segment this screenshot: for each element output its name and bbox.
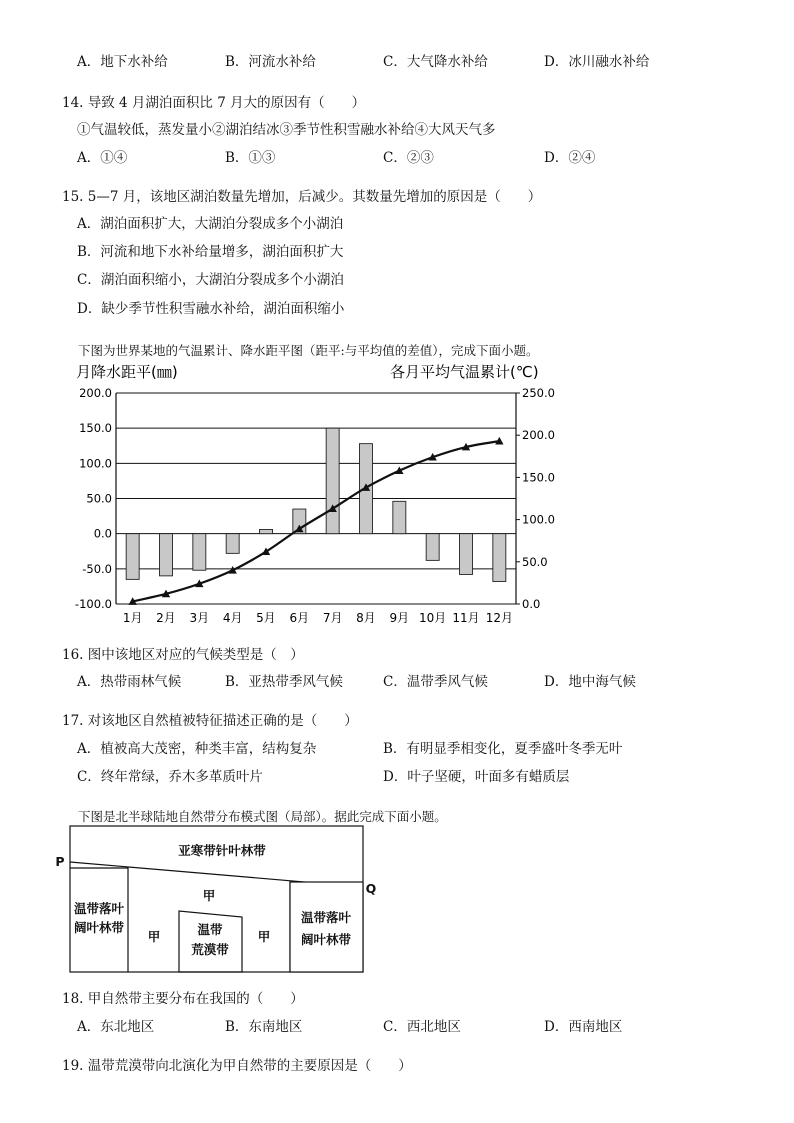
chart-left-tick: 0.0 [93, 526, 112, 541]
q19-stem: 19. 温带荒漠带向北演化为甲自然带的主要原因是（ ） [62, 1058, 412, 1074]
chart-right-tick: 50.0 [522, 554, 548, 569]
chart-x-label: 5月 [256, 611, 276, 625]
chart-bar [326, 428, 339, 533]
chart-bar [126, 534, 139, 580]
chart-right-tick: 100.0 [522, 512, 555, 527]
q13-option-b: B．河流水补给 [225, 54, 316, 70]
chart-left-tick: 200.0 [79, 386, 112, 400]
chart-left-tick: 50.0 [86, 491, 112, 506]
q18-option-c: C．西北地区 [383, 1019, 461, 1035]
q14-items: ①气温较低，蒸发量小②湖泊结冰③季节性积雪融水补给④大风天气多 [77, 122, 496, 138]
diagram-left-zone-line2: 阔叶林带 [73, 920, 125, 935]
q15-option-d: D．缺少季节性积雪融水补给，湖泊面积缩小 [77, 301, 345, 317]
q17-option-a: A．植被高大茂密，种类丰富，结构复杂 [77, 741, 317, 757]
chart-left-tick: -100.0 [74, 597, 112, 611]
q17-option-d: D．叶子坚硬，叶面多有蜡质层 [383, 769, 570, 785]
q14-option-b: B．①③ [225, 150, 276, 166]
chart-bar [393, 501, 406, 533]
chart-right-title: 各月平均气温累计(℃) [390, 363, 539, 381]
climate-chart [60, 358, 560, 630]
chart-right-tick: 150.0 [522, 470, 555, 485]
q17-option-c: C．终年常绿，乔木多革质叶片 [77, 769, 263, 785]
q15-stem: 15. 5—7 月，该地区湖泊数量先增加，后减少。其数量先增加的原因是（ ） [62, 189, 542, 205]
q13-option-d: D．冰川融水补给 [544, 54, 650, 70]
chart-bar [160, 534, 173, 576]
chart-x-label: 1月 [122, 611, 143, 625]
chart-x-label: 4月 [222, 611, 243, 625]
chart-x-label: 11月 [452, 611, 480, 625]
diagram-jia-right: 甲 [257, 929, 271, 944]
chart-right-tick: 200.0 [522, 428, 555, 443]
q18-option-a: A．东北地区 [77, 1019, 155, 1035]
chart-x-label: 7月 [322, 611, 343, 625]
diagram-desert-line1: 温带 [197, 922, 223, 937]
natural-zone-diagram [50, 825, 390, 977]
diagram-top-zone: 亚寒带针叶林带 [178, 843, 266, 858]
chart-x-label: 3月 [189, 611, 210, 625]
chart-x-label: 8月 [356, 611, 376, 625]
q18-stem: 18. 甲自然带主要分布在我国的（ ） [62, 991, 304, 1007]
climate-chart-svg [60, 358, 560, 630]
chart-x-label: 12月 [485, 611, 513, 625]
chart-intro: 下图为世界某地的气温累计、降水距平图（距平:与平均值的差值），完成下面小题。 [78, 343, 539, 358]
diagram-right-zone-box [290, 882, 363, 972]
q16-stem: 16. 图中该地区对应的气候类型是（ ） [62, 647, 304, 663]
chart-x-label: 10月 [419, 611, 447, 625]
q15-option-b: B．河流和地下水补给量增多，湖泊面积扩大 [77, 244, 344, 260]
q13-option-a: A．地下水补给 [77, 54, 168, 70]
diagram-right-zone-line2: 阔叶林带 [300, 932, 352, 947]
q16-option-b: B．亚热带季风气候 [225, 674, 343, 690]
q17-stem: 17. 对该地区自然植被特征描述正确的是（ ） [62, 713, 358, 729]
chart-x-label: 2月 [156, 611, 176, 625]
q16-option-c: C．温带季风气候 [383, 674, 488, 690]
q18-option-b: B．东南地区 [225, 1019, 303, 1035]
chart-bar [426, 534, 439, 561]
diagram-desert-line2: 荒漠带 [191, 942, 229, 957]
q17-option-b: B．有明显季相变化，夏季盛叶冬季无叶 [383, 741, 623, 757]
q14-stem: 14. 导致 4 月湖泊面积比 7 月大的原因有（ ） [62, 95, 366, 111]
chart-temperature-line [133, 441, 500, 601]
diagram-label-p: P [55, 854, 65, 869]
chart-left-title: 月降水距平(㎜) [76, 363, 178, 381]
chart-right-tick: 250.0 [522, 386, 555, 400]
chart-x-label: 9月 [389, 611, 410, 625]
chart-bar [226, 534, 239, 554]
chart-left-tick: 100.0 [79, 456, 112, 471]
q15-option-a: A．湖泊面积扩大，大湖泊分裂成多个小湖泊 [77, 216, 344, 232]
diagram-jia-left: 甲 [147, 929, 161, 944]
q14-option-a: A．①④ [77, 150, 128, 166]
chart-bar [460, 534, 473, 575]
q13-option-c: C．大气降水补给 [383, 54, 488, 70]
q16-option-a: A．热带雨林气候 [77, 674, 182, 690]
chart-x-label: 6月 [289, 611, 310, 625]
diagram-left-zone-line1: 温带落叶 [73, 901, 125, 916]
q14-option-c: C．②③ [383, 150, 434, 166]
diagram-right-zone-line1: 温带落叶 [300, 910, 352, 925]
chart-left-tick: 150.0 [79, 421, 112, 436]
q15-option-c: C．湖泊面积缩小，大湖泊分裂成多个小湖泊 [77, 272, 344, 288]
chart-bar [193, 534, 206, 571]
diagram-label-q: Q [365, 881, 377, 896]
q16-option-d: D．地中海气候 [544, 674, 636, 690]
diagram-jia-top: 甲 [202, 888, 216, 903]
chart-right-tick: 0.0 [522, 597, 541, 611]
chart-left-tick: -50.0 [82, 561, 112, 576]
chart-bar [493, 534, 506, 582]
diagram-intro: 下图是北半球陆地自然带分布模式图（局部）。据此完成下面小题。 [78, 809, 447, 824]
q14-option-d: D．②④ [544, 150, 596, 166]
chart-bar [260, 529, 273, 533]
q18-option-d: D．西南地区 [544, 1019, 623, 1035]
